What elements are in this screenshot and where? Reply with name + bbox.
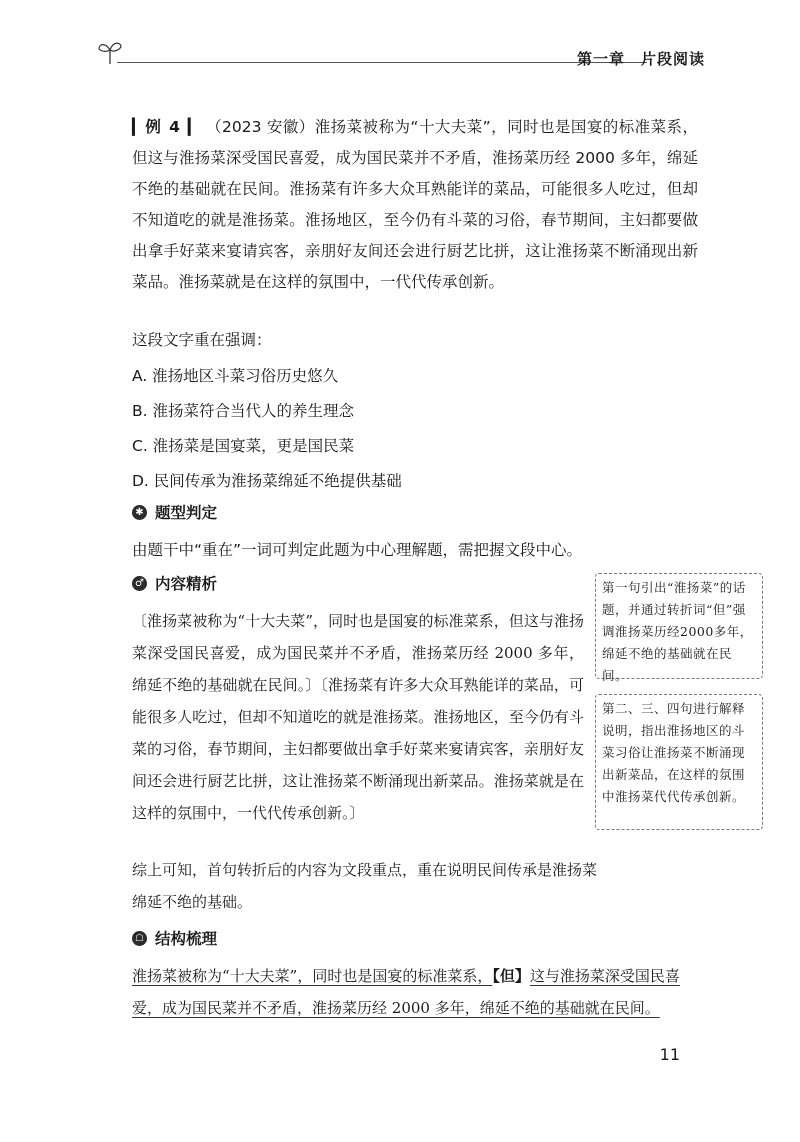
section-structure-heading xyxy=(132,927,217,949)
analysis-paragraph xyxy=(132,605,584,829)
section-type-text: 由题干中“重在”一词可判定此题为中心理解题，需把握文段中心。 xyxy=(132,541,583,559)
structure-part-2: 这与淮扬菜深受国民喜爱，成为国民菜并不矛盾，淮扬菜历经 2000 多年，绵延不绝的基础就在民间。 xyxy=(132,967,680,1017)
page-number: 11 xyxy=(659,1045,680,1064)
structure-part-1: 淮扬菜被称为“十大夫菜”，同时也是国宴的标准菜系， xyxy=(132,967,493,985)
structure-paragraph xyxy=(132,960,698,1024)
option-b: B. 淮扬菜符合当代人的养生理念 xyxy=(132,402,354,420)
option-a: A. 淮扬地区斗菜习俗历史悠久 xyxy=(132,367,339,385)
section-type-heading xyxy=(132,501,217,523)
question-text: 这段文字重在强调： xyxy=(132,331,272,349)
section-title: 题型判定 xyxy=(155,504,218,522)
chapter-title: 第一章 片段阅读 xyxy=(576,50,705,68)
side-note-2: 第二、三、四句进行解释说明，指出淮扬地区的斗菜习俗让淮扬菜不断涌现出新菜品，在这样的氛围中淮扬菜代代传承创新。 xyxy=(595,694,763,830)
section-content-heading xyxy=(132,572,217,594)
side-note-1: 第一句引出“淮扬菜”的话题，并通过转折词“但”强调淮扬菜历经2000多年，绵延不绝的基础就在民间。 xyxy=(595,573,763,679)
example-label: ▎例 4 ▎ xyxy=(132,118,201,136)
structure-conjunction: 【但】 xyxy=(492,967,530,985)
section-title: 结构梳理 xyxy=(155,930,218,948)
example-text: （2023 安徽）淮扬菜被称为“十大夫菜”，同时也是国宴的标准菜系，但这与淮扬菜深受国民喜爱，成为国民菜并不矛盾，淮扬菜历经 2000 多年，绵延不绝的基础就在民间。淮扬菜有许多大众耳熟能详的菜品，可能很多人吃过，但却不知道吃的就是淮扬菜。淮扬地区，至今仍有斗菜的习俗，春节期间，主妇都要做出拿手好菜来宴请宾客，亲朋好友间还会进行厨艺比拼，这让淮扬菜不断涌现出新菜品。淮扬菜就是在这样的氛围中，一代代传承创新。 xyxy=(132,118,698,291)
option-d: D. 民间传承为淮扬菜绵延不绝提供基础 xyxy=(132,472,402,490)
example-paragraph xyxy=(132,112,698,298)
tree-icon: ☖ xyxy=(132,931,147,946)
page-header xyxy=(95,38,705,78)
header-rule xyxy=(117,62,647,63)
gear-icon: ✱ xyxy=(132,505,147,520)
section-title: 内容精析 xyxy=(155,575,218,593)
summary-text: 综上可知，首句转折后的内容为文段重点，重在说明民间传承是淮扬菜绵延不绝的基础。 xyxy=(132,861,598,911)
analysis-part-2: 〔淮扬菜有许多大众耳熟能详的菜品，可能很多人吃过，但却不知道吃的就是淮扬菜。淮扬地区，至今仍有斗菜的习俗，春节期间，主妇都要做出拿手好菜来宴请宾客，亲朋好友间还会进行厨艺比拼，这让淮扬菜不断涌现出新菜品。淮扬菜就是在这样的氛围中，一代代传承创新。〕 xyxy=(132,676,584,822)
magnifier-icon: ♂ xyxy=(132,576,147,591)
option-c: C. 淮扬菜是国宴菜，更是国民菜 xyxy=(132,437,355,455)
analysis-part-1: 〔淮扬菜被称为“十大夫菜”，同时也是国宴的标准菜系，但这与淮扬菜深受国民喜爱，成为国民菜并不矛盾，淮扬菜历经 2000 多年，绵延不绝的基础就在民间。〕 xyxy=(132,612,584,694)
